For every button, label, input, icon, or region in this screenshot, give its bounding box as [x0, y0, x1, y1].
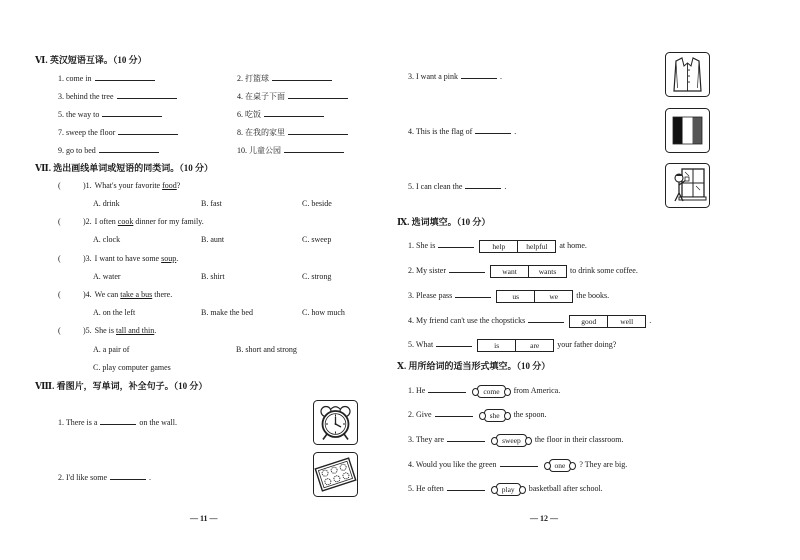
answer-blank [118, 126, 178, 135]
answer-blank [264, 108, 324, 117]
option-c: C. beside [302, 199, 332, 208]
answer-blank [465, 180, 501, 189]
question-number: 1. [85, 181, 92, 190]
phrase-text: 3. behind the tree [58, 92, 114, 101]
given-word-tag: come [477, 385, 505, 398]
word-form-question [408, 408, 546, 422]
question-text: . [176, 254, 179, 263]
answer-blank [438, 239, 474, 248]
answer-blank [449, 264, 485, 273]
question-text: the books. [576, 291, 610, 300]
underlined-word: food [162, 181, 177, 190]
question-number: 2. [85, 217, 92, 226]
question-text: there. [152, 290, 173, 299]
picture-question [58, 416, 177, 428]
question-line [83, 254, 178, 264]
answer-blank [288, 126, 348, 135]
phrase-item [58, 126, 181, 138]
option-c: C. sweep [302, 235, 332, 244]
choice-question [408, 239, 587, 253]
choice-question [408, 338, 616, 352]
phrase-text: 1. come in [58, 74, 92, 83]
phrase-text: 2. 打篮球 [237, 74, 269, 83]
answer-blank [436, 338, 472, 347]
question-text: 4. My friend can't use the chopsticks [408, 316, 526, 325]
word-options-box [490, 265, 567, 278]
question-text: on the wall. [139, 418, 177, 427]
option-c: C. play computer games [93, 363, 171, 372]
word-options-box [496, 290, 573, 303]
given-word-tag: play [496, 483, 521, 496]
phrase-item [237, 126, 351, 138]
answer-paren-open: ( [58, 254, 61, 263]
choice-question [408, 264, 638, 278]
question-text: 3. Please pass [408, 291, 453, 300]
question-text: the spoon. [513, 410, 547, 419]
phrase-item [237, 144, 347, 156]
answer-blank [461, 70, 497, 79]
question-number: 5. [85, 326, 92, 335]
flag-picture [665, 108, 710, 153]
option-b: B. shirt [201, 272, 225, 281]
phrase-text: 10. 儿童公园 [237, 146, 281, 155]
phrase-item [237, 90, 351, 102]
word-option: is [494, 340, 500, 350]
answer-paren-close: ) [83, 290, 86, 299]
answer-blank [288, 90, 348, 99]
phrase-text: 8. 在我的家里 [237, 128, 285, 137]
question-text: 5. He often [408, 484, 444, 493]
answer-blank [117, 90, 177, 99]
answer-blank [102, 108, 162, 117]
answer-paren-open: ( [58, 290, 61, 299]
question-text: 4. Would you like the green [408, 460, 497, 469]
answer-blank [500, 458, 538, 467]
page-number-right: — 12 — [530, 514, 558, 523]
question-text: . [514, 127, 517, 136]
answer-blank [99, 144, 159, 153]
question-text: ? They are big. [579, 460, 628, 469]
answer-blank [447, 433, 485, 442]
phrase-text: 6. 吃饭 [237, 110, 261, 119]
phrase-item [58, 144, 162, 156]
question-text: 1. He [408, 386, 426, 395]
option-b: B. make the bed [201, 308, 253, 317]
section-9-title: Ⅸ. 选词填空。（10 分） [397, 217, 491, 227]
section-10-title: Ⅹ. 用所给词的适当形式填空。（10 分） [397, 361, 551, 371]
question-text: 3. They are [408, 435, 445, 444]
word-form-question [408, 384, 560, 398]
phrase-text: 4. 在桌子下面 [237, 92, 285, 101]
question-text: She is [94, 326, 117, 335]
word-option: are [515, 340, 553, 351]
option-a: A. water [93, 272, 121, 281]
question-text: dinner for my family. [133, 217, 204, 226]
answer-blank [284, 144, 344, 153]
underlined-word: soup [161, 254, 177, 263]
word-options-box [569, 315, 646, 328]
question-line [83, 290, 172, 300]
option-a: A. clock [93, 235, 121, 244]
question-text: at home. [559, 241, 587, 250]
section-8-title: Ⅷ. 看图片，写单词，补全句子。（10 分） [35, 381, 208, 391]
question-text: basketball after school. [528, 484, 603, 493]
question-line [83, 181, 180, 191]
word-option: wants [528, 266, 566, 277]
option-b: B. short and strong [236, 345, 297, 354]
word-option: helpful [517, 241, 555, 252]
answer-blank [110, 471, 146, 480]
question-text: I often [94, 217, 118, 226]
word-option: we [534, 291, 572, 302]
picture-question [408, 70, 502, 82]
phrase-item [237, 72, 335, 84]
question-text: . [149, 473, 151, 482]
answer-paren-close: ) [83, 254, 86, 263]
section-7-title: Ⅶ. 选出画线单词或短语的同类词。（10 分） [35, 163, 213, 173]
word-form-question [408, 433, 623, 447]
question-text: 4. This is the flag of [408, 127, 473, 136]
answer-paren-close: ) [83, 217, 86, 226]
option-c: C. how much [302, 308, 345, 317]
question-text: ? [176, 181, 181, 190]
choice-question [408, 289, 609, 303]
answer-paren-open: ( [58, 181, 61, 190]
question-text: 3. I want a pink [408, 72, 458, 81]
question-text: What's your favorite [94, 181, 163, 190]
option-c: C. strong [302, 272, 332, 281]
phrase-item [58, 72, 158, 84]
shirt-picture [665, 52, 710, 97]
question-text: 1. There is a [58, 418, 98, 427]
word-options-box [479, 240, 556, 253]
section-6-title: Ⅵ. 英汉短语互译。（10 分） [35, 55, 147, 65]
question-text: . [504, 182, 507, 191]
phrase-item [237, 108, 327, 120]
answer-paren-close: ) [83, 181, 86, 190]
question-text: from America. [513, 386, 561, 395]
question-text: the floor in their classroom. [534, 435, 624, 444]
word-option: good [581, 316, 597, 326]
question-text: 1. She is [408, 241, 436, 250]
phrase-text: 7. sweep the floor [58, 128, 116, 137]
answer-blank [528, 314, 564, 323]
option-a: A. drink [93, 199, 120, 208]
word-option: want [502, 266, 517, 276]
answer-blank [272, 72, 332, 81]
question-text: 2. I'd like some [58, 473, 107, 482]
question-number: 3. [85, 254, 92, 263]
word-form-question [408, 482, 603, 496]
question-text: . [500, 72, 502, 81]
question-line [83, 326, 156, 336]
given-word-tag: she [484, 409, 506, 422]
phrase-text: 9. go to bed [58, 146, 96, 155]
picture-question [408, 180, 506, 192]
word-option: help [492, 241, 506, 251]
phrase-text: 5. the way to [58, 110, 100, 119]
underlined-word: take a bus [120, 290, 153, 299]
answer-blank [447, 482, 485, 491]
choice-question [408, 314, 651, 328]
page-number-left: — 11 — [190, 514, 218, 523]
word-option: us [512, 291, 520, 301]
question-number: 4. [85, 290, 92, 299]
word-option: well [607, 316, 645, 327]
word-form-question [408, 458, 627, 472]
answer-paren-close: ) [83, 326, 86, 335]
cookie-box-picture [313, 452, 358, 497]
answer-blank [95, 72, 155, 81]
option-a: A. a pair of [93, 345, 130, 354]
given-word-tag: sweep [496, 434, 527, 447]
word-options-box [477, 339, 554, 352]
question-text: . [154, 326, 157, 335]
question-text: 5. What [408, 340, 434, 349]
picture-question [58, 471, 151, 483]
answer-blank [100, 416, 136, 425]
picture-question [408, 125, 516, 137]
question-text: 2. Give [408, 410, 432, 419]
answer-blank [428, 384, 466, 393]
question-text: I want to have some [94, 254, 162, 263]
phrase-item [58, 108, 165, 120]
option-b: B. fast [201, 199, 222, 208]
given-word-tag: one [549, 459, 572, 472]
answer-blank [475, 125, 511, 134]
underlined-word: cook [117, 217, 134, 226]
question-line [83, 217, 204, 227]
question-text: 5. I can clean the [408, 182, 463, 191]
underlined-word: tall and thin [116, 326, 155, 335]
alarm-clock-picture [313, 400, 358, 445]
phrase-item [58, 90, 180, 102]
answer-paren-open: ( [58, 326, 61, 335]
answer-paren-open: ( [58, 217, 61, 226]
option-b: B. aunt [201, 235, 225, 244]
question-text: . [649, 316, 652, 325]
answer-blank [455, 289, 491, 298]
option-a: A. on the left [93, 308, 136, 317]
question-text: your father doing? [557, 340, 617, 349]
question-text: 2. My sister [408, 266, 446, 275]
answer-blank [435, 408, 473, 417]
question-text: to drink some coffee. [570, 266, 638, 275]
question-text: We can [94, 290, 121, 299]
window-cleaning-picture [665, 163, 710, 208]
